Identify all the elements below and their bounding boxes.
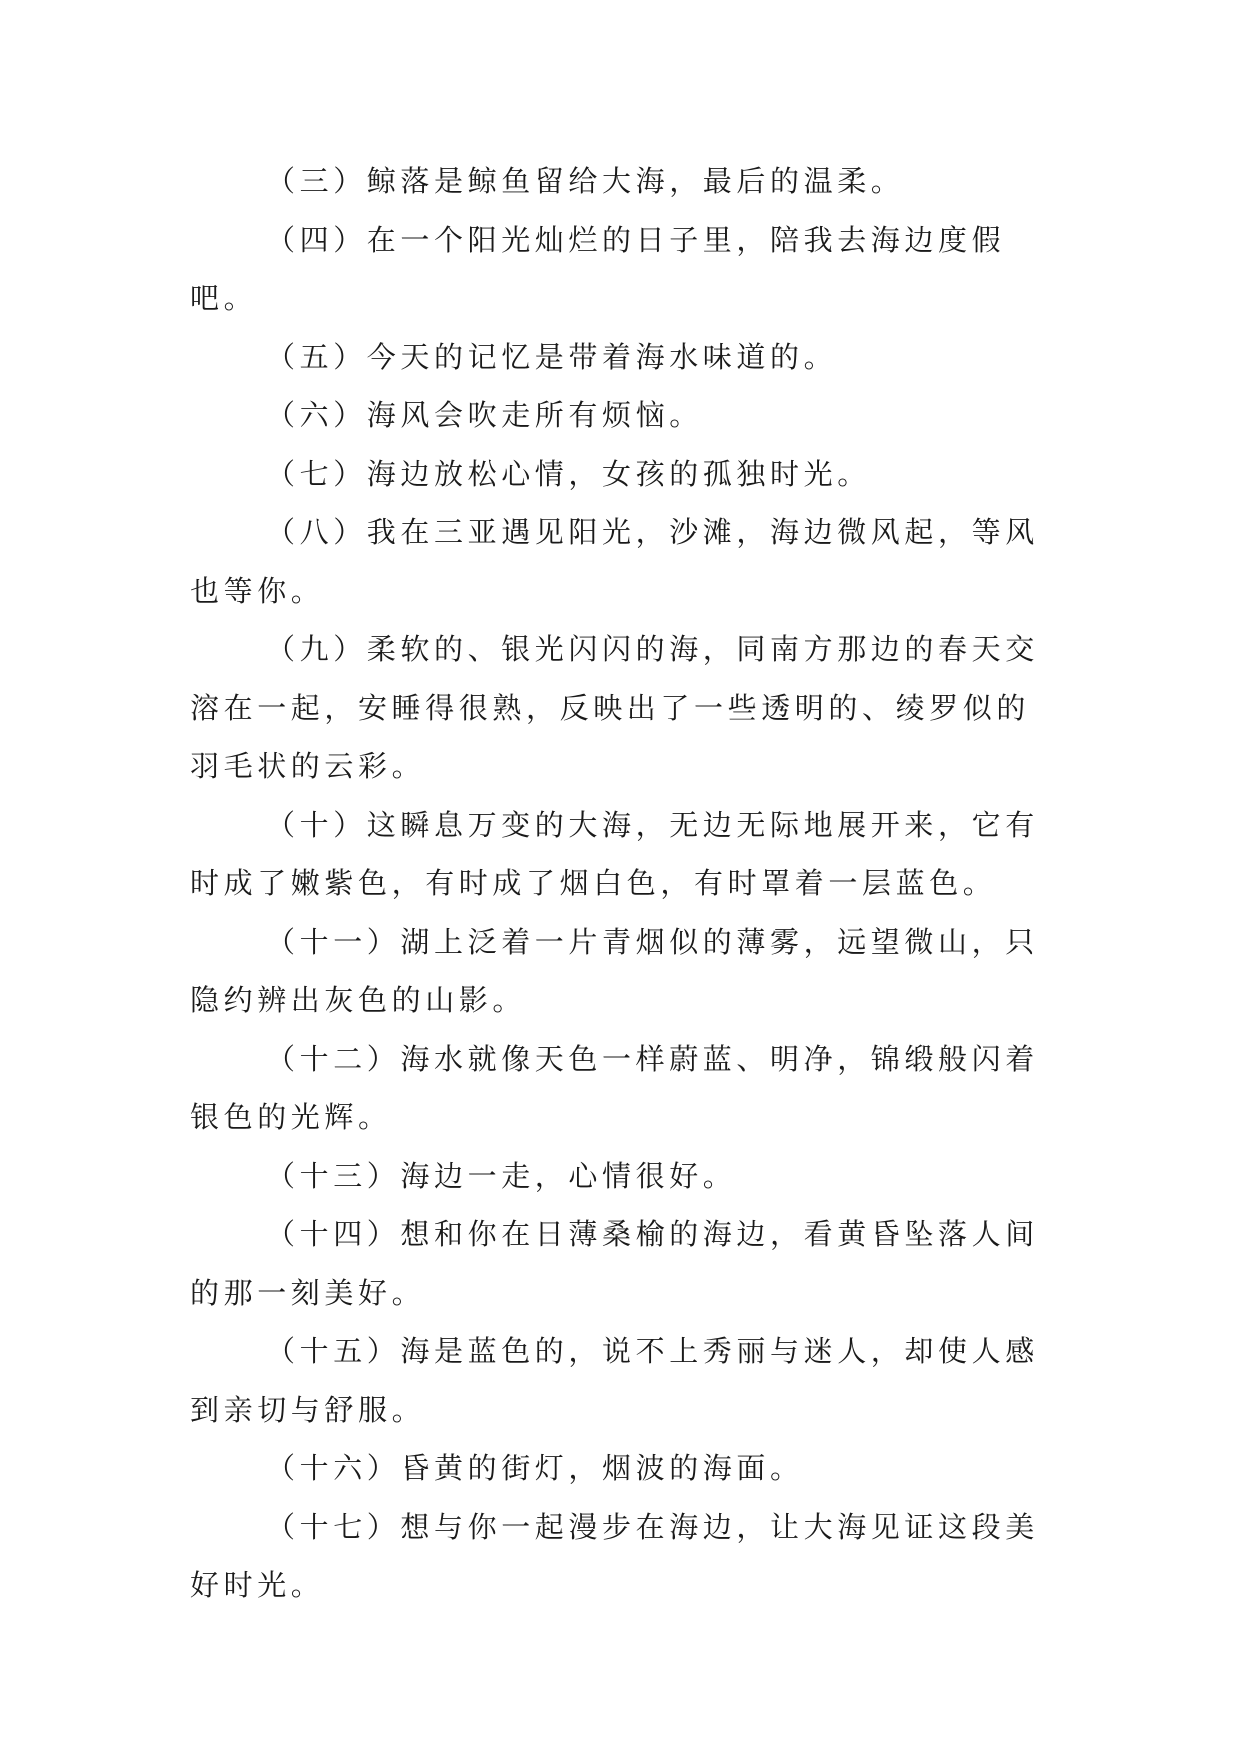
paragraph-5: （五）今天的记忆是带着海水味道的。 [266, 339, 838, 374]
paragraph-12: （十二）海水就像天色一样蔚蓝、明净，锦缎般闪着银色的光辉。 [190, 1041, 1039, 1134]
paragraph-7: （七）海边放松心情，女孩的孤独时光。 [266, 456, 871, 491]
paragraph-13: （十三）海边一走，心情很好。 [266, 1158, 737, 1193]
paragraph-17: （十七）想与你一起漫步在海边，让大海见证这段美好时光。 [190, 1509, 1039, 1602]
paragraph-3: （三）鲸落是鲸鱼留给大海，最后的温柔。 [266, 164, 905, 198]
paragraph-14: （十四）想和你在日薄桑榆的海边，看黄昏坠落人间的那一刻美好。 [190, 1217, 1039, 1310]
paragraph-15: （十五）海是蓝色的，说不上秀丽与迷人，却使人感到亲切与舒服。 [190, 1334, 1039, 1427]
paragraph-6: （六）海风会吹走所有烦恼。 [266, 398, 703, 432]
paragraph-16: （十六）昏黄的街灯，烟波的海面。 [266, 1451, 804, 1485]
paragraph-8: （八）我在三亚遇见阳光，沙滩，海边微风起，等风也等你。 [190, 515, 1039, 608]
paragraph-11: （十一）湖上泛着一片青烟似的薄雾，远望微山，只隐约辨出灰色的山影。 [190, 924, 1039, 1017]
paragraph-9: （九）柔软的、银光闪闪的海，同南方那边的春天交溶在一起，安睡得很熟，反映出了一些透明的、绫罗似的羽毛状的云彩。 [190, 632, 1039, 783]
paragraph-4: （四）在一个阳光灿烂的日子里，陪我去海边度假吧。 [190, 222, 1006, 315]
paragraph-10: （十）这瞬息万变的大海，无边无际地展开来，它有时成了嫩紫色，有时成了烟白色，有时罩着一层蓝色。 [190, 807, 1039, 900]
document-body [190, 152, 1052, 1615]
